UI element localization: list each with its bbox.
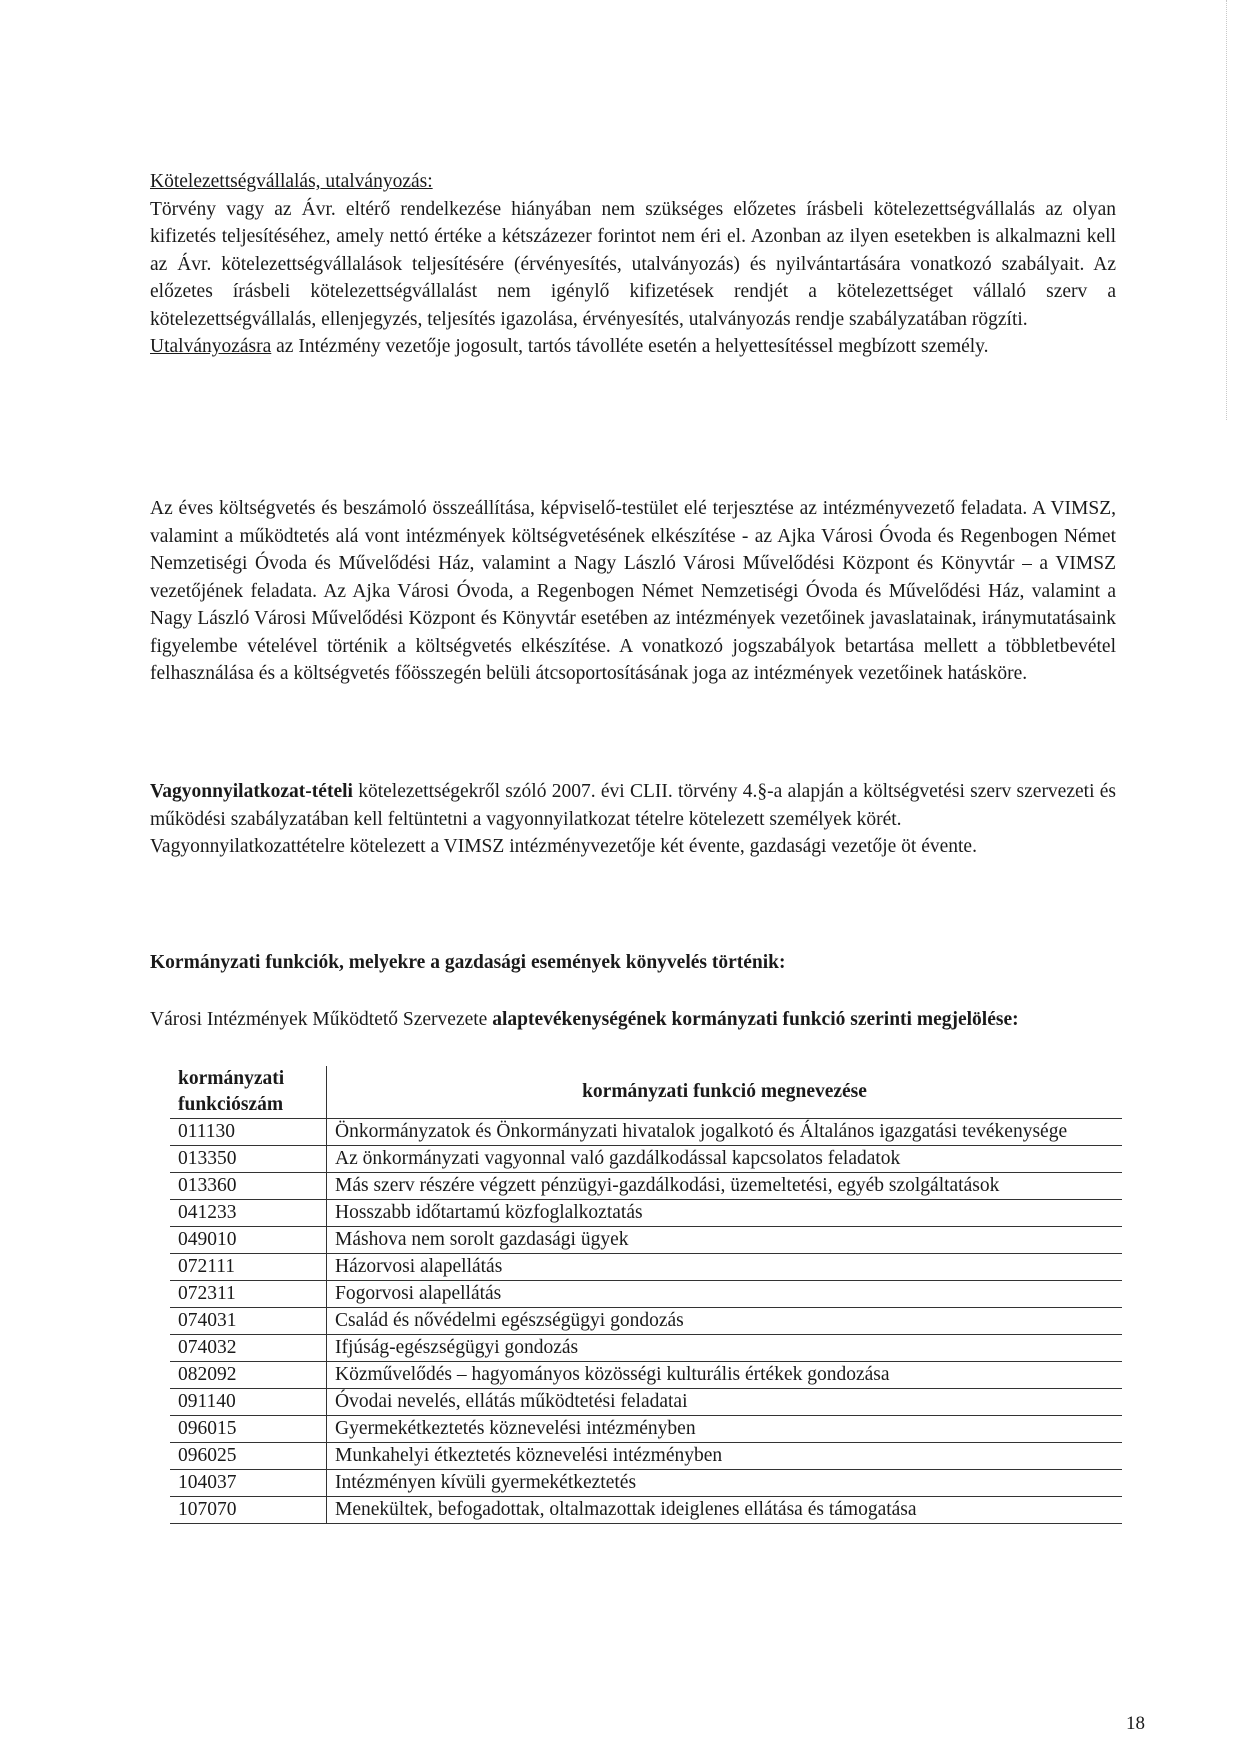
table-row — [170, 1470, 1122, 1497]
function-name: Intézményen kívüli gyermekétkeztetés — [327, 1470, 1123, 1497]
functions-table — [170, 1066, 1122, 1524]
function-name: Önkormányzatok és Önkormányzati hivatalok jogalkotó és Általános igazgatási tevékenysége — [327, 1119, 1123, 1146]
underlined-term: Utalványozásra — [150, 336, 272, 357]
function-name: Hosszabb időtartamú közfoglalkoztatás — [327, 1200, 1123, 1227]
intro-text: Városi Intézmények Működtető Szervezete — [150, 1009, 493, 1030]
paragraph-text: az Intézmény vezetője jogosult, tartós távolléte esetén a helyettesítéssel megbízott személy. — [271, 336, 989, 357]
function-name: Munkahelyi étkeztetés köznevelési intézményben — [327, 1443, 1123, 1470]
table-row — [170, 1146, 1122, 1173]
function-code: 041233 — [170, 1200, 327, 1227]
section-title: Kötelezettségvállalás, utalványozás: — [150, 171, 433, 192]
page-number: 18 — [1126, 1713, 1145, 1734]
paragraph: Törvény vagy az Ávr. eltérő rendelkezése hiányában nem szükséges előzetes írásbeli kötelezettségvállalás az olyan kifizetés teljesítéséhez, amely nettó értéke a kétszázezer forintot nem éri el. Azonban az ilyen esetekben is alkalmazni kell az Ávr. kötelezettségvállalások teljesítésére (érvényesítés, utalványozás) és nyilvántartására vonatkozó szabályait. Az előzetes írásbeli kötelezettségvállalást nem igénylő kifizetések rendjét a kötelezettséget vállaló szerv a kötelezettségvállalás, ellenjegyzés, teljesítés igazolása, érvényesítés, utalványozás rendje szabályzatában rögzíti. — [150, 198, 1116, 330]
function-name: Ifjúság-egészségügyi gondozás — [327, 1335, 1123, 1362]
table-row — [170, 1200, 1122, 1227]
function-code: 049010 — [170, 1227, 327, 1254]
table-row — [170, 1173, 1122, 1200]
function-name: Menekültek, befogadottak, oltalmazottak ideiglenes ellátása és támogatása — [327, 1497, 1123, 1524]
function-code: 074032 — [170, 1335, 327, 1362]
function-code: 082092 — [170, 1362, 327, 1389]
section-asset-declaration — [150, 778, 1116, 861]
function-code: 096015 — [170, 1416, 327, 1443]
function-name: Házorvosi alapellátás — [327, 1254, 1123, 1281]
table-row — [170, 1497, 1122, 1524]
function-name: Közművelődés – hagyományos közösségi kulturális értékek gondozása — [327, 1362, 1123, 1389]
table-row — [170, 1335, 1122, 1362]
paragraph — [150, 778, 1116, 833]
table-row — [170, 1119, 1122, 1146]
function-name: Máshova nem sorolt gazdasági ügyek — [327, 1227, 1123, 1254]
table-intro — [150, 1006, 1116, 1034]
column-header-code: kormányzati funkciószám — [170, 1066, 327, 1119]
function-code: 011130 — [170, 1119, 327, 1146]
intro-bold-text: alaptevékenységének kormányzati funkció szerinti megjelölése: — [492, 1009, 1019, 1030]
function-code: 074031 — [170, 1308, 327, 1335]
function-code: 013350 — [170, 1146, 327, 1173]
table-row — [170, 1389, 1122, 1416]
function-code: 091140 — [170, 1389, 327, 1416]
function-name: Az önkormányzati vagyonnal való gazdálkodással kapcsolatos feladatok — [327, 1146, 1123, 1173]
paragraph-budget: Az éves költségvetés és beszámoló összeállítása, képviselő-testület elé terjesztése az intézményvezető feladata. A VIMSZ, valamint a működtetés alá vont intézmények költségvetésének elkészítése - az Ajka Városi Óvoda és Regenbogen Német Nemzetiségi Óvoda és Művelődési Ház, valamint a Nagy László Városi Művelődési Központ és Könyvtár – a VIMSZ vezetőjének feladata. Az Ajka Városi Óvoda, a Regenbogen Német Nemzetiségi Óvoda és Művelődési Ház, valamint a Nagy László Városi Művelődési Központ és Könyvtár esetében az intézmények vezetőinek javaslatainak, iránymutatásaink figyelembe vételével történik a költségvetés elkészítése. A vonatkozó jogszabályok betartása mellett a többletbevétel felhasználása és a költségvetés főösszegén belüli átcsoportosításának joga az intézmények vezetőinek hatásköre. — [150, 498, 1116, 684]
function-name: Más szerv részére végzett pénzügyi-gazdálkodási, üzemeltetési, egyéb szolgáltatások — [327, 1173, 1123, 1200]
function-code: 096025 — [170, 1443, 327, 1470]
column-header-name: kormányzati funkció megnevezése — [327, 1066, 1123, 1119]
function-code: 072111 — [170, 1254, 327, 1281]
table-row — [170, 1416, 1122, 1443]
section-heading: Kormányzati funkciók, melyekre a gazdasági események könyvelés történik: — [150, 952, 786, 973]
paragraph: Vagyonnyilatkozattételre kötelezett a VIMSZ intézményvezetője két évente, gazdasági vezetője öt évente. — [150, 836, 977, 857]
table-row — [170, 1227, 1122, 1254]
bold-term: Vagyonnyilatkozat-tételi — [150, 781, 353, 802]
function-code: 104037 — [170, 1470, 327, 1497]
function-code: 072311 — [170, 1281, 327, 1308]
scan-margin-line — [1226, 0, 1228, 420]
function-name: Fogorvosi alapellátás — [327, 1281, 1123, 1308]
table-row — [170, 1254, 1122, 1281]
paragraph-text: kötelezettségekről szóló 2007. évi CLII. törvény 4.§-a alapján a költségvetési szerv szervezeti és működési szabályzatában kell feltüntetni a vagyonnyilatkozat tételre kötelezett személyek körét. — [150, 781, 1116, 830]
table-row — [170, 1308, 1122, 1335]
table-row — [170, 1281, 1122, 1308]
section-commitment — [150, 168, 1116, 361]
function-name: Óvodai nevelés, ellátás működtetési feladatai — [327, 1389, 1123, 1416]
function-code: 107070 — [170, 1497, 327, 1524]
table-row — [170, 1362, 1122, 1389]
function-name: Család és nővédelmi egészségügyi gondozás — [327, 1308, 1123, 1335]
function-name: Gyermekétkeztetés köznevelési intézményben — [327, 1416, 1123, 1443]
table-row — [170, 1443, 1122, 1470]
function-code: 013360 — [170, 1173, 327, 1200]
table-header-row — [170, 1066, 1122, 1119]
paragraph — [150, 333, 1116, 361]
